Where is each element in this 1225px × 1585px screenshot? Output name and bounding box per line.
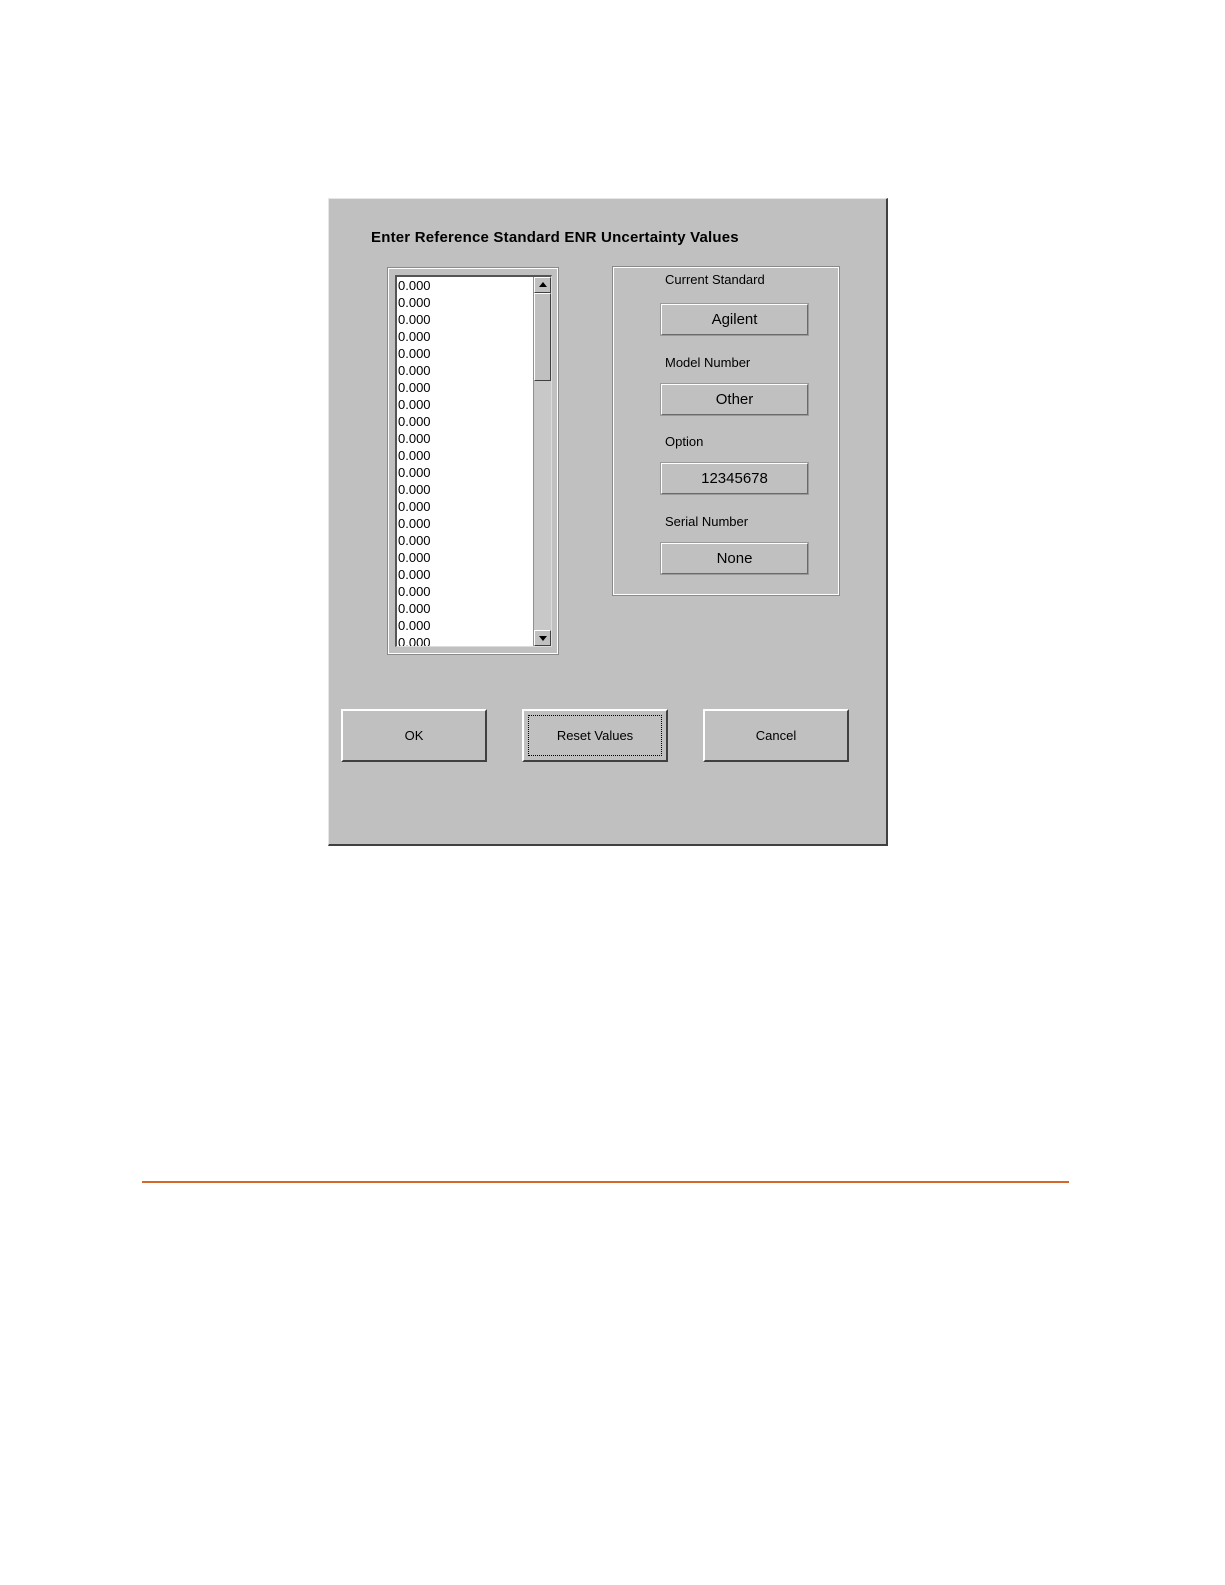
list-item[interactable]: 0.000 <box>398 380 431 395</box>
list-item[interactable]: 0.000 <box>398 465 431 480</box>
list-item[interactable]: 0.000 <box>398 533 431 548</box>
scroll-up-arrow-icon <box>539 282 547 287</box>
dialog-title: Enter Reference Standard ENR Uncertainty Values <box>371 229 739 246</box>
cancel-button[interactable]: Cancel <box>703 709 849 762</box>
list-item[interactable]: 0.000 <box>398 363 431 378</box>
section-divider-rule <box>142 1181 1069 1183</box>
list-item[interactable]: 0.000 <box>398 346 431 361</box>
reset-values-button[interactable]: Reset Values <box>522 709 668 762</box>
serial-number-field[interactable]: None <box>661 543 808 574</box>
list-item[interactable]: 0.000 <box>398 635 431 646</box>
list-item[interactable]: 0.000 <box>398 618 431 633</box>
current-standard-field[interactable]: Agilent <box>661 304 808 335</box>
list-item[interactable]: 0.000 <box>398 601 431 616</box>
list-item[interactable]: 0.000 <box>398 295 431 310</box>
list-item[interactable]: 0.000 <box>398 499 431 514</box>
uncertainty-values-listbox[interactable] <box>395 275 552 647</box>
standard-info-group <box>613 267 839 595</box>
list-item[interactable]: 0.000 <box>398 567 431 582</box>
list-item[interactable]: 0.000 <box>398 482 431 497</box>
list-item[interactable]: 0.000 <box>398 329 431 344</box>
list-item[interactable]: 0.000 <box>398 448 431 463</box>
option-label: Option <box>665 434 704 449</box>
list-item[interactable]: 0.000 <box>398 550 431 565</box>
option-field[interactable]: 12345678 <box>661 463 808 494</box>
scroll-down-arrow-icon <box>539 636 547 641</box>
model-number-field[interactable]: Other <box>661 384 808 415</box>
list-item[interactable]: 0.000 <box>398 312 431 327</box>
list-item[interactable]: 0.000 <box>398 431 431 446</box>
list-item[interactable]: 0.000 <box>398 414 431 429</box>
serial-number-label: Serial Number <box>665 514 749 529</box>
current-standard-label: Current Standard <box>665 272 765 287</box>
enr-uncertainty-dialog <box>328 198 888 846</box>
list-item[interactable]: 0.000 <box>398 584 431 599</box>
uncertainty-list-group <box>388 268 558 654</box>
scroll-thumb[interactable] <box>534 293 551 381</box>
list-scrollbar[interactable] <box>533 277 551 646</box>
ok-button[interactable]: OK <box>341 709 487 762</box>
list-items <box>397 277 531 646</box>
list-item[interactable]: 0.000 <box>398 397 431 412</box>
list-item[interactable]: 0.000 <box>398 516 431 531</box>
scroll-up-button[interactable] <box>534 277 551 293</box>
scroll-down-button[interactable] <box>534 630 551 646</box>
model-number-label: Model Number <box>665 355 751 370</box>
list-item[interactable]: 0.000 <box>398 278 431 293</box>
